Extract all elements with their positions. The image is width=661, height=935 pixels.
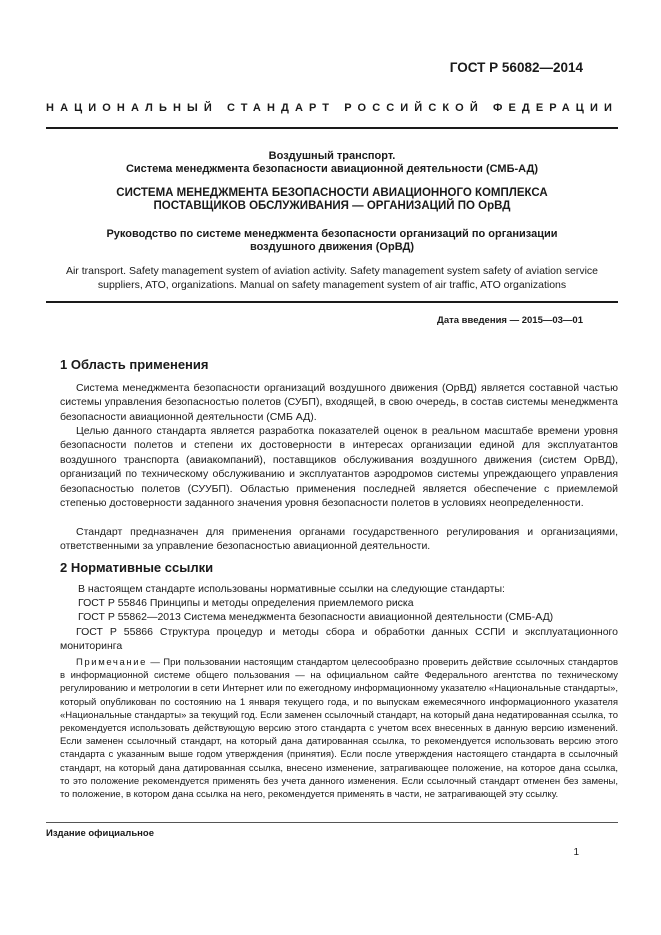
- english-title-line-1: Air transport. Safety management system of aviation activity. Safety management system safety of aviation service: [65, 265, 599, 277]
- title-line-2: Система менеджмента безопасности авиационной деятельности (СМБ-АД): [125, 163, 539, 175]
- page-number: 1: [573, 847, 579, 858]
- note-block: [60, 656, 618, 801]
- title-divider: [46, 301, 618, 303]
- section-1-heading: 1 Область применения: [60, 357, 209, 372]
- national-standard-banner: НАЦИОНАЛЬНЫЙ СТАНДАРТ РОССИЙСКОЙ ФЕДЕРАЦИИ: [46, 102, 618, 114]
- main-title-line-2: ПОСТАВЩИКОВ ОБСЛУЖИВАНИЯ — ОРГАНИЗАЦИЙ ПО ОрВД: [153, 200, 511, 212]
- section-2-heading: 2 Нормативные ссылки: [60, 560, 214, 575]
- footer-divider: [46, 822, 618, 823]
- subtitle-line-1: Руководство по системе менеджмента безопасности организаций по организации: [106, 228, 558, 240]
- references-intro: В настоящем стандарте использованы нормативные ссылки на следующие стандарты:: [78, 583, 505, 595]
- note-label: Примечание: [76, 657, 147, 668]
- english-title-line-2: suppliers, ATO, organizations. Manual on safety management system of air traffic, ATO organizations: [97, 278, 567, 291]
- section-1-paragraph-1: Система менеджмента безопасности организаций воздушного движения (ОрВД) является составной частью системы управления безопасностью полетов (СУБП), входящей, в свою очередь, в состав системы менеджмента безопасности авиационной деятельности (СМБ АД).: [60, 382, 618, 423]
- standard-code: ГОСТ Р 56082—2014: [449, 60, 583, 75]
- main-title-line-1: СИСТЕМА МЕНЕДЖМЕНТА БЕЗОПАСНОСТИ АВИАЦИОННОГО КОМПЛЕКСА: [116, 187, 548, 199]
- header-divider: [46, 127, 618, 129]
- section-1-paragraph-2: Целью данного стандарта является разработка показателей оценок в реальном масштабе времени уровня безопасности полетов и степени их достоверности в интересах организации единой для эксплуатантов воздушного транспорта (авиакомпаний), поставщиков обслуживания воздушного движения (систем ОрВД), организаций по техническому обслуживанию и эксплуатантов аэродромов системы упреждающего управления безопасностью полетов (СУУБП). Областью применения последней является обеспечение с приемлемой степенью достоверности заданного значения уровня безопасности полетов в условиях неопределенности.: [60, 425, 618, 510]
- reference-gost-55866: ГОСТ Р 55866 Структура процедур и методы сбора и обработки данных ССПИ и эксплуатационного мониторинга: [60, 626, 618, 653]
- section-1-paragraph-3: Стандарт предназначен для применения органами государственного регулирования и организациями, ответственными за управление безопасностью авиационной деятельности.: [60, 526, 618, 553]
- english-title: [46, 265, 618, 292]
- title-line-1: Воздушный транспорт.: [268, 150, 396, 162]
- note-text: — При пользовании настоящим стандартом целесообразно проверить действие ссылочных стандартов в информационной системе общего пользования — на официальном сайте Федерального агентства по техническому регулированию и метрологии в сети Интернет или по ежегодному информационному указателю «Национальные стандарты», который опубликован по состоянию на 1 января текущего года, и по выпускам ежемесячного информационного указателя «Национальные стандарты» за текущий год. Если заменен ссылочный стандарт, на который дана недатированная ссылка, то рекомендуется использовать действующую версию этого стандарта с учетом всех внесенных в данную версию изменений. Если заменен ссылочный стандарт, на который дана датированная ссылка, то рекомендуется использовать версию этого стандарта с указанным выше годом утверждения (принятия). Если после утверждения настоящего стандарта в ссылочный стандарт, на который дана датированная ссылка, внесено изменение, затрагивающее положение, на которое дана ссылка, то это положение рекомендуется применять без учета данного изменения. Если ссылочный стандарт отменен без замены, то положение, в котором дана ссылка на него, рекомендуется применять в части, не затрагивающей эту ссылку.: [60, 657, 618, 801]
- reference-gost-55862: ГОСТ Р 55862—2013 Система менеджмента безопасности авиационной деятельности (СМБ-АД): [78, 611, 554, 623]
- official-publication: Издание официальное: [46, 828, 154, 839]
- introduction-date: Дата введения — 2015—03—01: [437, 315, 583, 326]
- reference-gost-55846: ГОСТ Р 55846 Принципы и методы определения приемлемого риска: [78, 597, 414, 609]
- subtitle-line-2: воздушного движения (ОрВД): [249, 241, 415, 253]
